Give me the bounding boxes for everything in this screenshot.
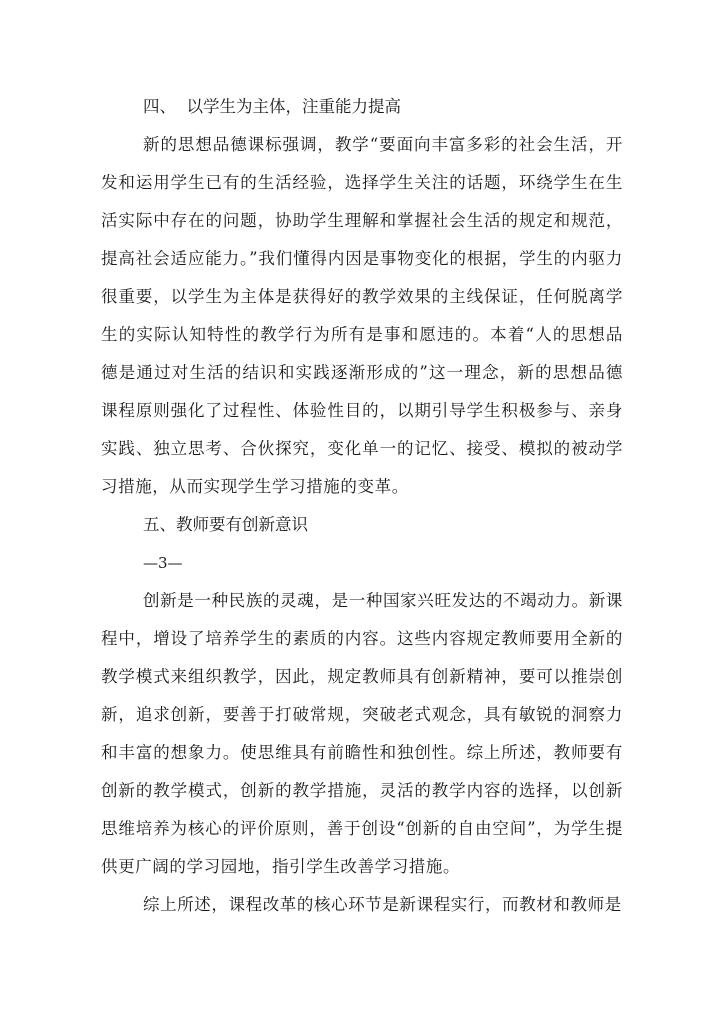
- section-five-paragraph: 创新是一种民族的灵魂，是一种国家兴旺发达的不竭动力。新课程中，增设了培养学生的素质的内容。这些内容规定教师要用全新的教学模式来组织教学，因此，规定教师具有创新精神，要可以推崇创新，追求创新，要善于打破常规，突破老式观念，具有敏锐的洞察力和丰富的想象力。使思维具有前瞻性和独创性。综上所述，教师要有创新的教学模式，创新的教学措施，灵活的教学内容的选择，以创新思维培养为核心的评价原则，善于创设“创新的自由空间”，为学生提供更广阔的学习园地，指引学生改善学习措施。: [101, 591, 623, 876]
- conclusion-paragraph: 综上所述，课程改革的核心环节是新课程实行，而教材和教师是: [143, 895, 622, 914]
- section-four-paragraph: 新的思想品德课标强调，教学“要面向丰富多彩的社会生活，开发和运用学生已有的生活经验，选择学生关注的话题，环绕学生在生活实际中存在的问题，协助学生理解和掌握社会生活的规定和规范，提高社会适应能力。”我们懂得内因是事物变化的根据，学生的内驱力很重要，以学生为主体是获得好的教学效果的主线保证，任何脱离学生的实际认知特性的教学行为所有是事和愿违的。本着“人的思想品德是通过对生活的结识和实践逐渐形成的”这一理念，新的思想品德课程原则强化了过程性、体验性目的，以期引导学生积极参与、亲身实践、独立思考、合伙探究，变化单一的记忆、接受、模拟的被动学习措施，从而实现学生学习措施的变革。: [101, 135, 623, 496]
- page-number: —3—: [143, 554, 183, 572]
- document-body: [101, 88, 623, 924]
- section-four-heading: 四、 以学生为主体，注重能力提高: [143, 97, 401, 116]
- section-five-heading: 五、教师要有创新意识: [143, 515, 308, 534]
